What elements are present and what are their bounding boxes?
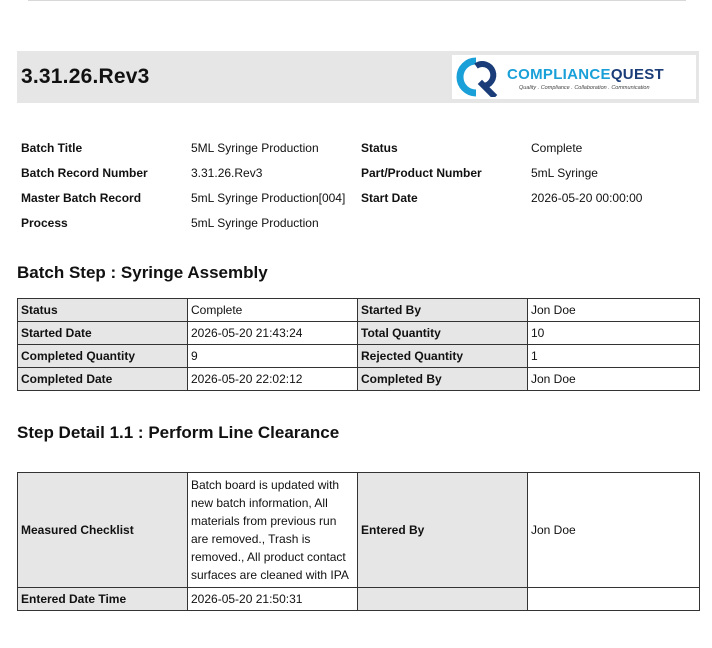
field-label: Entered By <box>358 473 528 588</box>
field-value: Complete <box>188 299 358 322</box>
summary-row <box>17 210 699 235</box>
table-row <box>18 368 700 391</box>
field-label: Completed By <box>358 368 528 391</box>
cq-logo-icon <box>453 57 499 97</box>
summary-label: Process <box>21 215 68 230</box>
summary-value: 5mL Syringe <box>531 165 598 180</box>
field-label <box>358 588 528 611</box>
summary-label: Status <box>361 140 398 155</box>
field-label: Entered Date Time <box>18 588 188 611</box>
field-value: 2026-05-20 22:02:12 <box>188 368 358 391</box>
document-header <box>17 51 699 103</box>
summary-row <box>17 185 699 210</box>
field-value: 2026-05-20 21:43:24 <box>188 322 358 345</box>
field-label: Completed Date <box>18 368 188 391</box>
checklist-value: Batch board is updated with new batch information, All materials from previous run are removed., Trash is removed., All product contact surfaces are cleaned with IPA <box>188 473 358 588</box>
field-value <box>528 588 700 611</box>
batch-step-table <box>17 298 700 391</box>
field-value: 2026-05-20 21:50:31 <box>188 588 358 611</box>
step-detail-table <box>17 472 700 611</box>
summary-value: 5mL Syringe Production[004] <box>191 190 346 205</box>
field-label: Measured Checklist <box>18 473 188 588</box>
summary-row <box>17 160 699 185</box>
table-row <box>18 473 700 588</box>
summary-value: 5ML Syringe Production <box>191 140 319 155</box>
table-row <box>18 299 700 322</box>
summary-label: Batch Record Number <box>21 165 148 180</box>
summary-label: Batch Title <box>21 140 83 155</box>
logo-wordmark: COMPLIANCEQUEST <box>507 66 665 83</box>
field-label: Status <box>18 299 188 322</box>
field-label: Completed Quantity <box>18 345 188 368</box>
field-label: Started By <box>358 299 528 322</box>
table-row <box>18 345 700 368</box>
summary-label <box>357 210 527 235</box>
top-divider <box>28 0 686 1</box>
field-label: Started Date <box>18 322 188 345</box>
compliancequest-logo <box>452 55 696 99</box>
step-detail-heading: Step Detail 1.1 : Perform Line Clearance <box>17 423 340 442</box>
field-value: Jon Doe <box>528 473 700 588</box>
summary-label: Part/Product Number <box>361 165 482 180</box>
logo-tagline: Quality . Compliance . Collaboration . Communication <box>519 85 650 91</box>
field-label: Total Quantity <box>358 322 528 345</box>
field-value: Jon Doe <box>528 368 700 391</box>
batch-step-heading: Batch Step : Syringe Assembly <box>17 263 268 282</box>
field-label: Rejected Quantity <box>358 345 528 368</box>
batch-summary-table <box>17 135 699 235</box>
field-value: 9 <box>188 345 358 368</box>
document-title: 3.31.26.Rev3 <box>21 65 150 88</box>
table-row <box>18 588 700 611</box>
field-value: 10 <box>528 322 700 345</box>
summary-value: 2026-05-20 00:00:00 <box>531 190 643 205</box>
field-value: 1 <box>528 345 700 368</box>
summary-value: 3.31.26.Rev3 <box>191 165 263 180</box>
summary-label: Master Batch Record <box>21 190 142 205</box>
summary-row <box>17 135 699 160</box>
field-value: Jon Doe <box>528 299 700 322</box>
summary-value <box>527 210 699 235</box>
summary-value: Complete <box>531 140 583 155</box>
summary-value: 5mL Syringe Production <box>191 215 319 230</box>
summary-label: Start Date <box>361 190 418 205</box>
table-row <box>18 322 700 345</box>
